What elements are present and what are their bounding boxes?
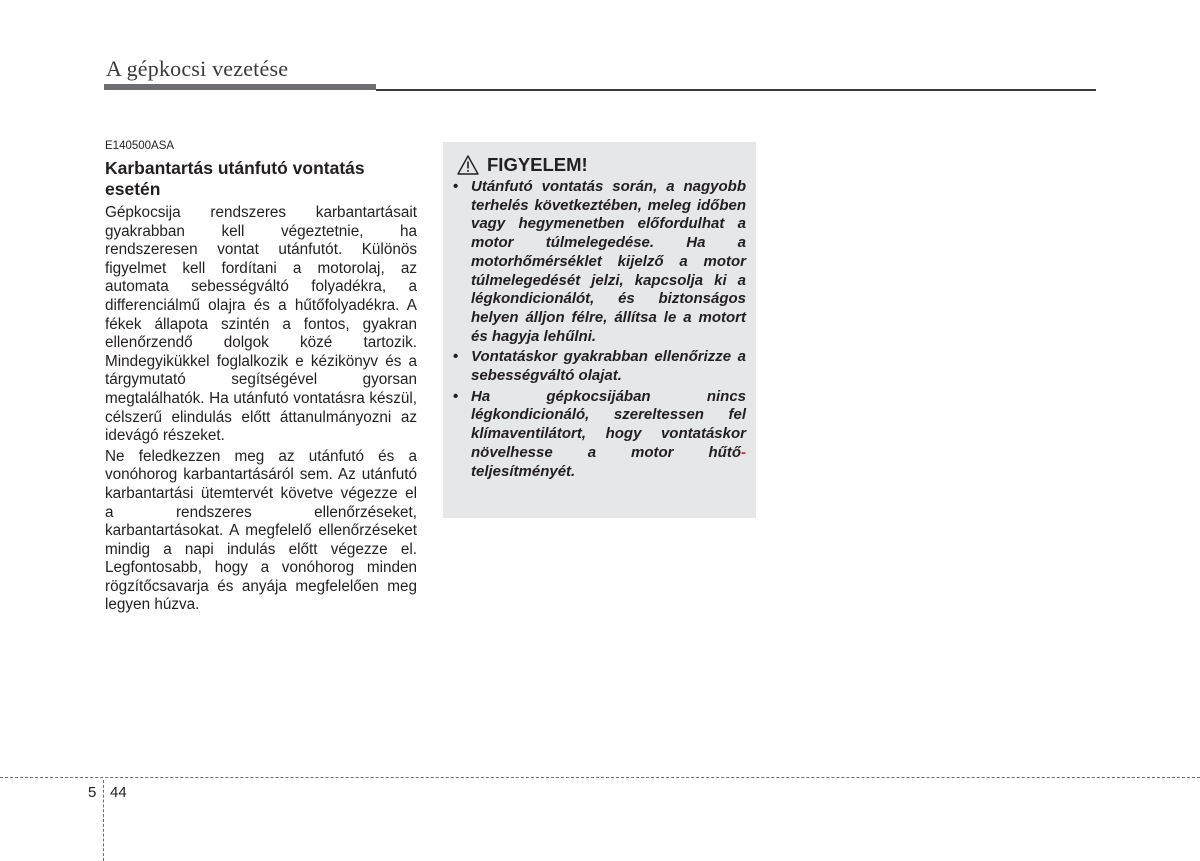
footer-vertical-rule	[103, 780, 104, 861]
hyphenation-mark: -	[741, 443, 746, 461]
bullet-icon: •	[453, 387, 459, 405]
warning-item-text: Vontatáskor gyakrabban ellenőrizze a sebességváltó olajat.	[471, 348, 746, 385]
footer-rule	[0, 777, 1200, 778]
header-rule-thin	[376, 89, 1096, 91]
body-paragraph: Gépkocsija rendszeres karbantartásait gyakrabban kell végeztetnie, ha rendszeresen vontat utánfutót. Különös figyelmet kell fordítani a motorolaj, az automata sebességváltó folyadékra, a differenciálmű olajra és a hűtőfolyadékra. A fékek állapota szintén a fontos, gyakran ellenőrzendő dolgok közé tartozik. Mindegyikükkel foglalkozik e kézikönyv és a tárgymutató segítségével gyorsan megtalálhatók. Ha utánfutó vontatásra készül, célszerű elindulás előtt áttanulmányozni az idevágó részeket.	[105, 204, 417, 445]
warning-list	[453, 178, 746, 483]
body-paragraph: Ne feledkezzen meg az utánfutó és a vonóhorog karbantartásáról sem. Az utánfutó karbantartási ütemtervét követve végezze el a rendszeres ellenőrzéseket, karbantartásokat. A megfelelő ellenőrzéseket mindig a napi indulás előtt végezze el. Legfontosabb, hogy a vonóhorog minden rögzítőcsavarja és anyája megfelelően meg legyen húzva.	[105, 447, 417, 614]
warning-item	[453, 388, 746, 482]
warning-item	[453, 178, 746, 346]
warning-title: FIGYELEM!	[487, 154, 588, 175]
warning-item-text-main: Ha gépkocsijában nincs légkondicionáló, szereltessen fel klímaventilátort, hogy vontatáskor növelhesse a motor hűtő	[471, 387, 746, 461]
page-header-title: A gépkocsi vezetése	[106, 56, 289, 81]
header-rule-thick	[104, 84, 376, 90]
warning-item-text: Utánfutó vontatás során, a nagyobb terhelés következtében, meleg időben vagy hegymenetben előfordulhat a motor túlmelegedése. Ha a motorhőmérséklet kijelző a motor túlmelegedését jelzi, kapcsolja ki a légkondicionálót, és biztonságos helyen álljon félre, állítsa le a motort és hagyja lehűlni.	[471, 178, 746, 345]
warning-item	[453, 348, 746, 385]
section-heading: Karbantartás utánfutó vontatás esetén	[105, 158, 365, 199]
bullet-icon: •	[453, 348, 459, 366]
warning-box	[443, 142, 756, 518]
bullet-icon: •	[453, 178, 459, 195]
chapter-number: 5	[88, 784, 97, 801]
warning-header	[457, 152, 588, 178]
warning-item-text	[471, 388, 746, 482]
page-number: 44	[110, 784, 127, 801]
body-text-column	[105, 204, 417, 617]
section-code: E140500ASA	[105, 140, 175, 152]
warning-triangle-icon	[457, 155, 479, 175]
warning-item-text-end: teljesítményét.	[471, 462, 576, 480]
